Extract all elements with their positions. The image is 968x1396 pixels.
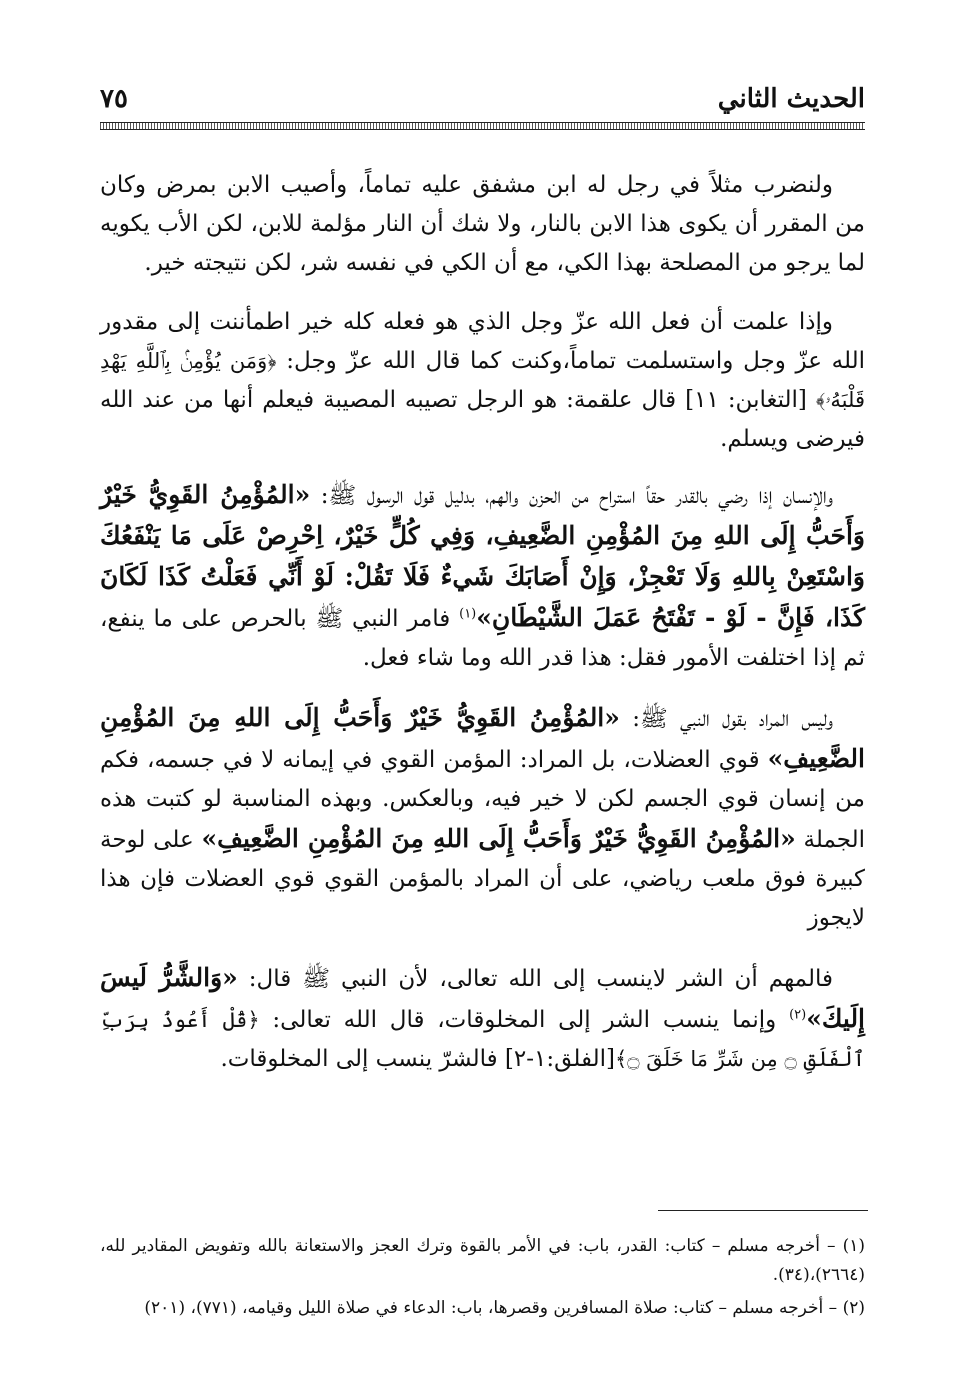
paragraph-5-text-a: فالمهم أن الشر لاينسب إلى الله تعالى، لأن النبي ﷺ قال:: [237, 966, 833, 992]
paragraph-1-text: ولنضرب مثلاً في رجل له ابن مشفق عليه تماماً، وأصيب الابن بمرض وكان من المقرر أن يكوى هذا الابن بالنار، ولا شك أن النار مؤلمة للابن، لكن الأب يكويه لما يرجو من المصلحة بهذا الكي، مع أن الكي في نفسه شر، لكن نتيجته خير.: [100, 172, 865, 276]
paragraph-5: [100, 958, 865, 1079]
page-header: [100, 78, 865, 120]
footnote-1: (١) – أخرجه مسلم – كتاب: القدر، باب: في الأمر بالقوة وترك العجز والاستعانة بالله وتفويض المقادير لله، (٢٦٦٤)،(٣٤).: [100, 1236, 865, 1285]
hadith-strong-believer: «المُؤْمِنُ القَوِيُّ خَيْرٌ وَأَحَبُّ إِلَى اللهِ مِنَ المُؤْمِنِ الضَّعِيفِ، وَفِي كُلٍّ خَيْرٌ، اِحْرِصْ عَلَى مَا يَنْفَعُكَ وَاسْتَعِنْ بِاللهِ وَلَا تَعْجِزْ، وَإِنْ أَصَابَكَ شَيءٌ فَلَا تَقُلْ: لَوْ أَنِّي فَعَلْتُ كَذَا لَكَانَ كَذَا، فَإِنَّ - لَوْ - تَفْتَحُ عَمَلَ الشَّيْطَانِ»: [100, 480, 865, 632]
paragraph-4-text-a: وليس المراد بقول النبي ﷺ:: [619, 706, 834, 732]
paragraph-3: [100, 475, 865, 678]
paragraph-2: [100, 303, 865, 459]
footnote-2: (٢) – أخرجه مسلم – كتاب: صلاة المسافرين وقصرها، باب: الدعاء في صلاة الليل وقيامه، (٧٧١)، (٢٠١): [144, 1298, 865, 1318]
paragraph-4-text-b: قوي العضلات، بل المراد: المؤمن القوي في إيمانه لا في جسمه، فكم من إنسان قوي الجسم لكن لا خير فيه، وبالعكس. وبهذه المناسبة لو كتبت هذه الجملة: [100, 747, 865, 853]
hadith-quote-2: «المُؤْمِنُ القَوِيُّ خَيْرٌ وَأَحَبُّ إِلَى اللهِ مِنَ المُؤْمِنِ الضَّعِيفِ»: [201, 824, 796, 853]
paragraph-2-text-b: [التغابن: ١١] قال علقمة: هو الرجل تصيبه المصيبة فيعلم أنها من عند الله فيرضى ويسلم.: [100, 387, 865, 452]
paragraph-1: [100, 166, 865, 283]
footnote-separator: [658, 1210, 868, 1211]
quran-verse-falaq: ﴿قُلْ أَعُوذُ بِرَبِّ ٱلْفَلَقِ ۝ مِن شَرِّ مَا خَلَقَ ۝﴾: [100, 1008, 865, 1071]
paragraph-5-text-c: [الفلق:١-٢] فالشرّ ينسب إلى المخلوقات.: [220, 1046, 615, 1072]
paragraph-4: [100, 698, 865, 938]
paragraph-3-text-a: والإنسان إذا رضي بالقدر حقاً استراح من الحزن والهم، بدليل قول الرسول ﷺ:: [320, 483, 834, 509]
paragraph-2-text-a: وإذا علمت أن فعل الله عزّ وجل الذي هو فعله كله خير اطمأننت إلى مقدور الله عزّ وجل واستسلمت تماماً،وكنت كما قال الله عزّ وجل:: [100, 309, 866, 374]
header-rule: [100, 122, 865, 130]
paragraph-3-text-b: فامر النبي ﷺ بالحرص على ما ينفع، ثم إذا اختلفت الأمور فقل: هذا قدر الله وما شاء فعل.: [100, 606, 865, 671]
hadith-evil-not-to-you: «وَالشَّرُّ لَيسَ إِلَيكَ»: [100, 963, 866, 1033]
hadith-quote-1: «المُؤْمِنُ القَوِيُّ خَيْرٌ وَأَحَبُّ إِلَى اللهِ مِنَ المُؤْمِنِ الضَّعِيفِ»: [100, 703, 865, 773]
paragraph-5-text-b: وإنما ينسب الشر إلى المخلوقات، قال الله تعالى:: [259, 1007, 790, 1033]
running-title: الحديث الثاني: [717, 84, 865, 114]
main-text: [100, 166, 865, 1099]
footnote-marker-1[interactable]: (١): [459, 606, 477, 622]
page-number: ٧٥: [100, 84, 128, 114]
footnote-marker-2[interactable]: (٢): [789, 1007, 807, 1023]
quran-verse-taghabun: ﴿وَمَن يُؤْمِنۢ بِٱللَّهِ يَهْدِ قَلْبَهُۥ﴾: [100, 349, 865, 412]
paragraph-4-text-c: على لوحة كبيرة فوق ملعب رياضي، على أن المراد بالمؤمن القوي قوي العضلات فإن هذا لايجوز: [100, 827, 865, 931]
footnotes: [100, 1232, 865, 1327]
